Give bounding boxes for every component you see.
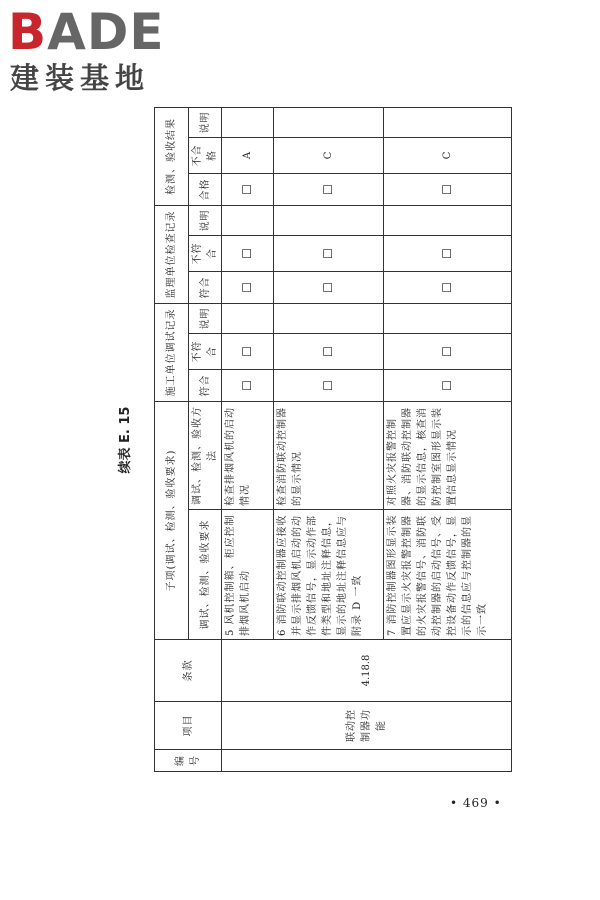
- header-supervision: 监理单位检查记录: [155, 205, 189, 303]
- result-grade: C: [384, 137, 512, 173]
- construction-conform-checkbox[interactable]: ☐: [222, 370, 274, 402]
- requirement-text: 5 风机控制箱、柜应控制排烟风机启动: [222, 510, 274, 640]
- requirement-text: 6 消防联动控制器应接收并显示排烟风机启动的动作反馈信号，显示动作部件类型和地址注释信息，显示的地址注释信息应与附录 D 一致: [274, 510, 384, 640]
- result-note: [222, 107, 274, 137]
- header-sub-group: 子项(调试、检测、验收要求): [155, 402, 189, 640]
- supervision-conform-checkbox[interactable]: ☐: [274, 271, 384, 303]
- result-note: [384, 107, 512, 137]
- header-result-unqualified: 不合格: [189, 137, 222, 173]
- construction-note: [274, 303, 384, 333]
- inspection-table: [154, 107, 512, 772]
- header-seq: 编号: [155, 750, 222, 772]
- rotated-page: [110, 100, 510, 780]
- supervision-note: [274, 205, 384, 235]
- result-grade: C: [274, 137, 384, 173]
- header-construction: 施工单位调试记录: [155, 303, 189, 401]
- header-sub-method: 调试、检测、验收方法: [189, 402, 222, 510]
- construction-nonconform-checkbox[interactable]: ☐: [222, 334, 274, 370]
- header-supervision-conform: 符合: [189, 271, 222, 303]
- supervision-nonconform-checkbox[interactable]: ☐: [222, 235, 274, 271]
- header-item: 项目: [155, 702, 222, 750]
- item-name: 联动控制器功能: [222, 702, 512, 750]
- logo-chinese: 建装基地: [10, 61, 151, 95]
- result-qualified-checkbox[interactable]: ☐: [274, 173, 384, 205]
- result-qualified-checkbox[interactable]: ☐: [384, 173, 512, 205]
- construction-note: [384, 303, 512, 333]
- supervision-note: [222, 205, 274, 235]
- logo: [8, 3, 188, 96]
- construction-conform-checkbox[interactable]: ☐: [384, 370, 512, 402]
- logo-brand-rest: ADE: [47, 3, 165, 61]
- supervision-nonconform-checkbox[interactable]: ☐: [274, 235, 384, 271]
- header-construction-nonconform: 不符合: [189, 334, 222, 370]
- header-construction-conform: 符合: [189, 370, 222, 402]
- construction-nonconform-checkbox[interactable]: ☐: [384, 334, 512, 370]
- header-supervision-note: 说明: [189, 205, 222, 235]
- requirement-text: 7 消防控制器图形显示装置应显示火灾报警控制器的火灾报警信号、消防联动控制器的启动信号、受控设备动作反馈信号，显示的信息应与控制器的显示一致: [384, 510, 512, 640]
- header-result-qualified: 合格: [189, 173, 222, 205]
- seq-cell: [222, 750, 512, 772]
- result-note: [274, 107, 384, 137]
- header-result: 检测、验收结果: [155, 107, 189, 205]
- header-result-note: 说明: [189, 107, 222, 137]
- logo-accent-letter: B: [8, 3, 48, 61]
- supervision-conform-checkbox[interactable]: ☐: [384, 271, 512, 303]
- supervision-conform-checkbox[interactable]: ☐: [222, 271, 274, 303]
- header-supervision-nonconform: 不符合: [189, 235, 222, 271]
- header-sub-req: 调试、检测、验收要求: [189, 510, 222, 640]
- construction-conform-checkbox[interactable]: ☐: [274, 370, 384, 402]
- supervision-nonconform-checkbox[interactable]: ☐: [384, 235, 512, 271]
- table-title: 续表 E. 15: [118, 406, 133, 474]
- page-number: • 469 •: [450, 796, 502, 810]
- construction-nonconform-checkbox[interactable]: ☐: [274, 334, 384, 370]
- result-qualified-checkbox[interactable]: ☐: [222, 173, 274, 205]
- method-text: 检查排烟风机的启动情况: [222, 402, 274, 510]
- method-text: 对照火灾报警控制器、消防联动控制器的显示信息，核查消防控制室图形显示装置信息显示情况: [384, 402, 512, 510]
- header-construction-note: 说明: [189, 303, 222, 333]
- supervision-note: [384, 205, 512, 235]
- method-text: 检查消防联动控制器的显示情况: [274, 402, 384, 510]
- clause-number: 4.18.8: [222, 640, 512, 702]
- header-clause: 条款: [155, 640, 222, 702]
- result-grade: A: [222, 137, 274, 173]
- table-row: [222, 107, 274, 771]
- logo-brand: [8, 3, 165, 61]
- construction-note: [222, 303, 274, 333]
